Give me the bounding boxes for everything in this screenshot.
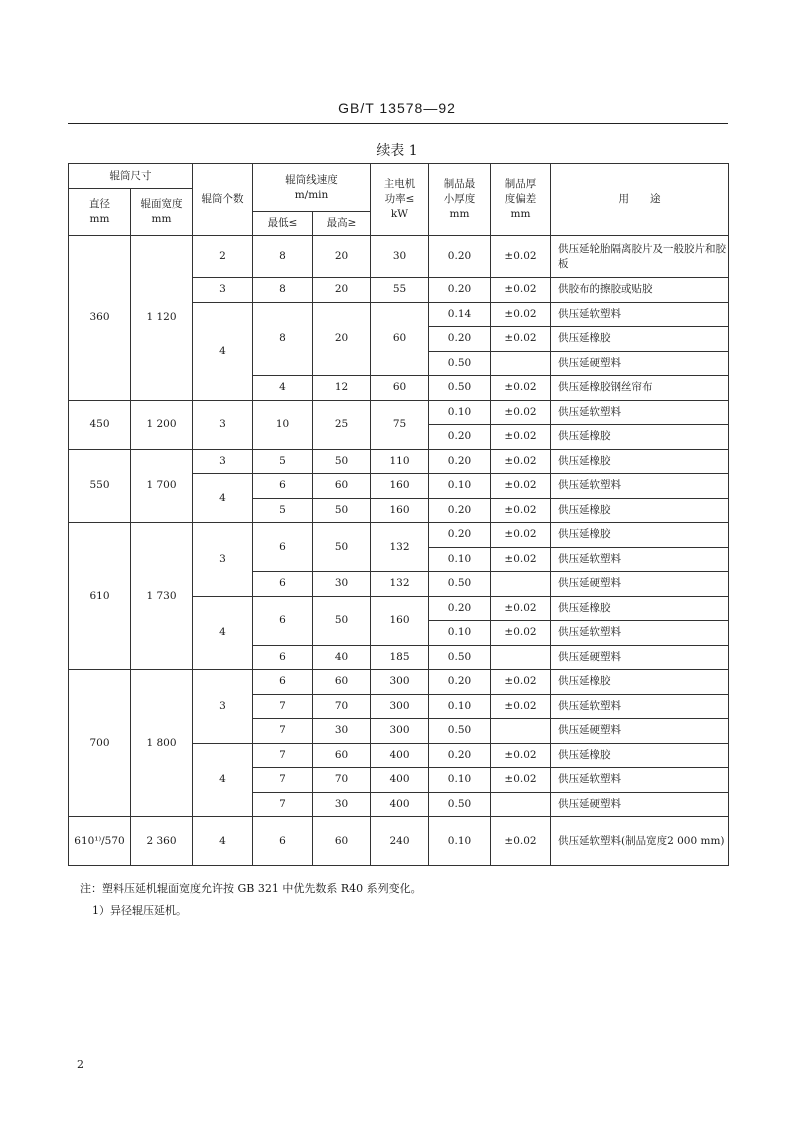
cell-deviation — [491, 572, 551, 597]
cell-width: 1 200 — [131, 400, 193, 449]
cell-deviation: ±0.02 — [491, 474, 551, 499]
cell-thickness: 0.50 — [429, 792, 491, 817]
cell-deviation: ±0.02 — [491, 278, 551, 303]
cell-count: 3 — [193, 278, 253, 303]
table-row — [69, 236, 729, 278]
cell-thickness: 0.10 — [429, 400, 491, 425]
cell-usage: 供压延橡胶 — [551, 523, 729, 548]
cell-power: 185 — [371, 645, 429, 670]
cell-usage: 供压延硬塑料 — [551, 792, 729, 817]
table-row — [69, 523, 729, 548]
cell-deviation: ±0.02 — [491, 596, 551, 621]
header-min-thickness-l1: 制品最 — [443, 178, 476, 190]
cell-usage: 供压延橡胶 — [551, 449, 729, 474]
cell-speed-max: 60 — [313, 817, 371, 866]
cell-speed-min: 6 — [253, 670, 313, 695]
cell-usage: 供压延橡胶 — [551, 743, 729, 768]
cell-usage: 供压延轮胎隔离胶片及一般胶片和胶板 — [551, 236, 729, 278]
page-number: 2 — [77, 1058, 84, 1071]
cell-thickness: 0.20 — [429, 743, 491, 768]
cell-thickness: 0.20 — [429, 425, 491, 450]
cell-usage: 供压延软塑料 — [551, 547, 729, 572]
cell-thickness: 0.20 — [429, 278, 491, 303]
cell-usage: 供压延软塑料 — [551, 768, 729, 793]
cell-speed-max: 50 — [313, 449, 371, 474]
cell-speed-min: 5 — [253, 498, 313, 523]
cell-speed-max: 20 — [313, 302, 371, 376]
table-row — [69, 449, 729, 474]
header-min-thickness-unit: mm — [449, 208, 470, 220]
header-diameter-unit: mm — [89, 213, 110, 225]
cell-power: 160 — [371, 596, 429, 645]
calender-spec-table — [68, 163, 729, 866]
cell-usage: 供压延软塑料 — [551, 474, 729, 499]
cell-count: 4 — [193, 302, 253, 400]
cell-speed-max: 20 — [313, 236, 371, 278]
cell-width: 1 730 — [131, 523, 193, 670]
cell-speed-max: 60 — [313, 670, 371, 695]
cell-diameter: 550 — [69, 449, 131, 523]
cell-thickness: 0.14 — [429, 302, 491, 327]
cell-deviation: ±0.02 — [491, 547, 551, 572]
cell-width: 1 800 — [131, 670, 193, 817]
cell-count: 3 — [193, 670, 253, 744]
cell-thickness: 0.50 — [429, 376, 491, 401]
header-width-label: 辊面宽度 — [140, 198, 183, 210]
cell-count: 3 — [193, 400, 253, 449]
cell-count: 4 — [193, 817, 253, 866]
cell-count: 3 — [193, 449, 253, 474]
note-text: 注：塑料压延机辊面宽度允许按 GB 321 中优先数系 R40 系列变化。 — [80, 882, 422, 895]
cell-speed-min: 6 — [253, 474, 313, 499]
cell-usage: 供压延软塑料 — [551, 621, 729, 646]
table-notes — [80, 878, 422, 922]
cell-power: 400 — [371, 743, 429, 768]
cell-thickness: 0.20 — [429, 523, 491, 548]
cell-speed-min: 7 — [253, 743, 313, 768]
cell-usage: 供压延硬塑料 — [551, 351, 729, 376]
cell-thickness: 0.20 — [429, 449, 491, 474]
header-power-l2: 功率≤ — [384, 193, 415, 205]
cell-count: 3 — [193, 523, 253, 597]
header-deviation-l2: 度偏差 — [504, 193, 537, 205]
cell-count: 4 — [193, 474, 253, 523]
cell-speed-max: 60 — [313, 743, 371, 768]
cell-usage: 供压延橡胶 — [551, 596, 729, 621]
cell-power: 400 — [371, 768, 429, 793]
cell-thickness: 0.50 — [429, 572, 491, 597]
cell-usage: 供压延硬塑料 — [551, 572, 729, 597]
cell-diameter: 450 — [69, 400, 131, 449]
cell-speed-max: 50 — [313, 498, 371, 523]
cell-speed-min: 5 — [253, 449, 313, 474]
header-min-thickness-l2: 小厚度 — [443, 193, 476, 205]
cell-speed-min: 4 — [253, 376, 313, 401]
header-min-thickness — [429, 164, 491, 236]
header-row-1 — [69, 164, 729, 189]
cell-width: 1 120 — [131, 236, 193, 401]
cell-speed-min: 6 — [253, 596, 313, 645]
cell-thickness: 0.50 — [429, 645, 491, 670]
cell-speed-max: 30 — [313, 572, 371, 597]
header-width — [131, 189, 193, 236]
cell-thickness: 0.20 — [429, 596, 491, 621]
cell-power: 132 — [371, 523, 429, 572]
cell-deviation: ±0.02 — [491, 376, 551, 401]
header-diameter — [69, 189, 131, 236]
header-deviation-l1: 制品厚 — [504, 178, 537, 190]
cell-count: 2 — [193, 236, 253, 278]
cell-width: 1 700 — [131, 449, 193, 523]
cell-speed-min: 10 — [253, 400, 313, 449]
cell-speed-max: 12 — [313, 376, 371, 401]
header-width-unit: mm — [151, 213, 172, 225]
cell-deviation: ±0.02 — [491, 694, 551, 719]
header-speed-unit: m/min — [294, 188, 329, 201]
cell-speed-min: 7 — [253, 768, 313, 793]
cell-speed-max: 30 — [313, 719, 371, 744]
cell-deviation: ±0.02 — [491, 768, 551, 793]
footnote-text: 1）异径辊压延机。 — [92, 904, 187, 917]
header-roller-count: 辊筒个数 — [193, 164, 253, 236]
cell-speed-min: 7 — [253, 792, 313, 817]
cell-usage: 供压延软塑料 — [551, 400, 729, 425]
cell-speed-min: 6 — [253, 817, 313, 866]
cell-usage: 供压延橡胶钢丝帘布 — [551, 376, 729, 401]
cell-thickness: 0.10 — [429, 694, 491, 719]
cell-deviation — [491, 792, 551, 817]
cell-speed-min: 7 — [253, 694, 313, 719]
cell-power: 160 — [371, 474, 429, 499]
cell-deviation: ±0.02 — [491, 523, 551, 548]
cell-speed-max: 25 — [313, 400, 371, 449]
cell-power: 55 — [371, 278, 429, 303]
cell-power: 300 — [371, 670, 429, 695]
cell-power: 300 — [371, 694, 429, 719]
cell-thickness: 0.20 — [429, 327, 491, 352]
cell-count: 4 — [193, 743, 253, 817]
header-speed — [253, 164, 371, 212]
header-usage: 用 途 — [551, 164, 729, 236]
cell-deviation: ±0.02 — [491, 327, 551, 352]
cell-deviation: ±0.02 — [491, 449, 551, 474]
cell-deviation: ±0.02 — [491, 425, 551, 450]
cell-usage: 供压延橡胶 — [551, 498, 729, 523]
cell-thickness: 0.20 — [429, 236, 491, 278]
cell-speed-max: 50 — [313, 523, 371, 572]
table-row — [69, 400, 729, 425]
cell-diameter: 360 — [69, 236, 131, 401]
cell-power: 240 — [371, 817, 429, 866]
cell-usage: 供压延软塑料(制品宽度2 000 mm) — [551, 817, 729, 866]
cell-thickness: 0.10 — [429, 474, 491, 499]
cell-deviation: ±0.02 — [491, 621, 551, 646]
header-rule — [68, 123, 728, 124]
cell-thickness: 0.10 — [429, 621, 491, 646]
standard-code-header: GB/T 13578—92 — [338, 100, 456, 116]
cell-speed-min: 6 — [253, 523, 313, 572]
header-roller-size: 辊筒尺寸 — [69, 164, 193, 189]
cell-usage: 供压延橡胶 — [551, 327, 729, 352]
cell-thickness: 0.20 — [429, 498, 491, 523]
header-power — [371, 164, 429, 236]
cell-usage: 供压延软塑料 — [551, 694, 729, 719]
cell-deviation — [491, 645, 551, 670]
cell-speed-max: 20 — [313, 278, 371, 303]
cell-speed-max: 70 — [313, 768, 371, 793]
cell-usage: 供压延橡胶 — [551, 425, 729, 450]
cell-diameter: 700 — [69, 670, 131, 817]
cell-deviation — [491, 719, 551, 744]
cell-deviation: ±0.02 — [491, 400, 551, 425]
cell-speed-max: 40 — [313, 645, 371, 670]
cell-speed-min: 8 — [253, 302, 313, 376]
header-speed-label: 辊筒线速度 — [285, 173, 338, 186]
cell-deviation: ±0.02 — [491, 670, 551, 695]
cell-count: 4 — [193, 596, 253, 670]
cell-power: 400 — [371, 792, 429, 817]
cell-deviation: ±0.02 — [491, 817, 551, 866]
cell-speed-min: 8 — [253, 278, 313, 303]
cell-thickness: 0.10 — [429, 547, 491, 572]
cell-diameter: 610¹⁾/570 — [69, 817, 131, 866]
cell-deviation — [491, 351, 551, 376]
cell-usage: 供压延橡胶 — [551, 670, 729, 695]
cell-usage: 供胶布的擦胶或贴胶 — [551, 278, 729, 303]
cell-usage: 供压延硬塑料 — [551, 645, 729, 670]
cell-thickness: 0.10 — [429, 817, 491, 866]
header-speed-min: 最低≤ — [253, 212, 313, 236]
cell-deviation: ±0.02 — [491, 302, 551, 327]
cell-width: 2 360 — [131, 817, 193, 866]
cell-speed-max: 70 — [313, 694, 371, 719]
cell-speed-max: 30 — [313, 792, 371, 817]
cell-thickness: 0.20 — [429, 670, 491, 695]
table-caption: 续表 1 — [376, 143, 418, 159]
cell-power: 60 — [371, 302, 429, 376]
cell-thickness: 0.50 — [429, 351, 491, 376]
cell-power: 30 — [371, 236, 429, 278]
cell-thickness: 0.50 — [429, 719, 491, 744]
cell-power: 110 — [371, 449, 429, 474]
cell-power: 75 — [371, 400, 429, 449]
cell-usage: 供压延硬塑料 — [551, 719, 729, 744]
cell-thickness: 0.10 — [429, 768, 491, 793]
cell-speed-min: 8 — [253, 236, 313, 278]
cell-diameter: 610 — [69, 523, 131, 670]
cell-deviation: ±0.02 — [491, 236, 551, 278]
cell-speed-max: 60 — [313, 474, 371, 499]
cell-speed-min: 6 — [253, 645, 313, 670]
cell-power: 300 — [371, 719, 429, 744]
cell-usage: 供压延软塑料 — [551, 302, 729, 327]
header-diameter-label: 直径 — [89, 198, 110, 210]
cell-deviation: ±0.02 — [491, 498, 551, 523]
cell-power: 160 — [371, 498, 429, 523]
header-deviation-unit: mm — [510, 208, 531, 220]
cell-power: 60 — [371, 376, 429, 401]
table-row — [69, 670, 729, 695]
cell-power: 132 — [371, 572, 429, 597]
cell-speed-max: 50 — [313, 596, 371, 645]
cell-deviation: ±0.02 — [491, 743, 551, 768]
header-speed-max: 最高≥ — [313, 212, 371, 236]
header-power-l1: 主电机 — [383, 178, 416, 190]
cell-speed-min: 7 — [253, 719, 313, 744]
table-row — [69, 817, 729, 866]
header-deviation — [491, 164, 551, 236]
header-power-unit: kW — [390, 208, 409, 220]
cell-speed-min: 6 — [253, 572, 313, 597]
